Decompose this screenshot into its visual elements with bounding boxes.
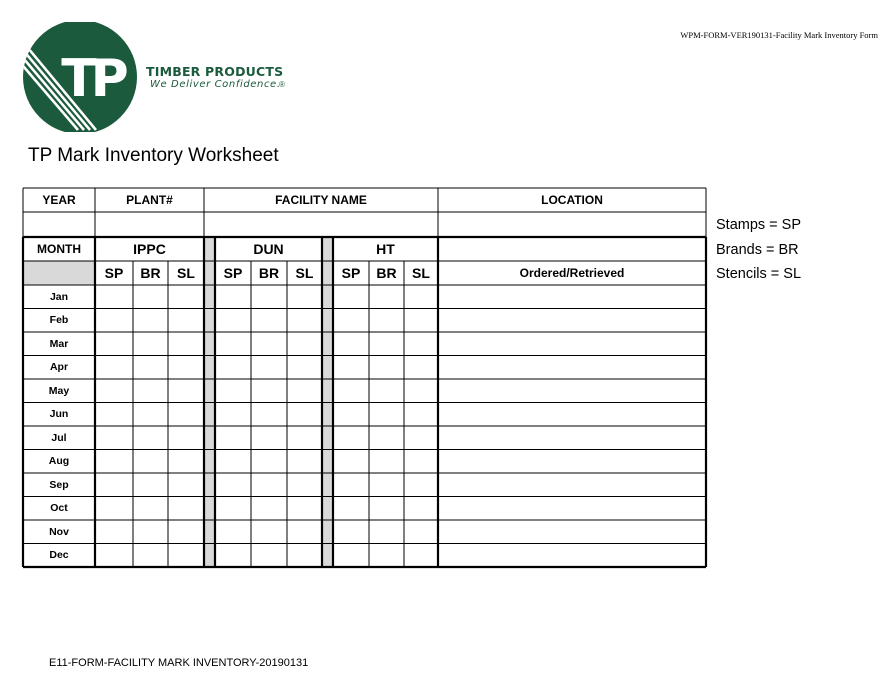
subcol-ht-br: BR: [376, 265, 397, 281]
subcol-dun-sl: SL: [295, 265, 314, 281]
legend-stencils: Stencils = SL: [716, 266, 802, 282]
subcol-ippc-br: BR: [140, 265, 161, 281]
month-sep: Sep: [49, 478, 69, 491]
subcol-ht-sl: SL: [412, 265, 430, 281]
subcol-ippc-sp: SP: [104, 265, 124, 281]
month-jun: Jun: [49, 408, 69, 421]
month-may: May: [48, 384, 70, 397]
page-title: TP Mark Inventory Worksheet: [28, 145, 279, 166]
month-apr: Apr: [49, 361, 69, 374]
month-aug: Aug: [48, 455, 70, 468]
footer-form-code: E11-FORM-FACILITY MARK INVENTORY-20190131: [49, 657, 309, 669]
legend-stamps: Stamps = SP: [716, 217, 802, 233]
subcol-dun-sp: SP: [223, 265, 243, 281]
registered-mark: ®: [279, 80, 285, 89]
subcol-ht-sp: SP: [341, 265, 361, 281]
ordered-retrieved-label: Ordered/Retrieved: [519, 266, 625, 280]
month-subheader-shading: [23, 261, 95, 285]
brand-name: TIMBER PRODUCTS: [146, 64, 284, 79]
month-nov: Nov: [49, 525, 69, 538]
group-label-ht: HT: [376, 241, 395, 257]
form-id: WPM-FORM-VER190131-Facility Mark Inventory Form: [680, 30, 878, 40]
header-location-label: LOCATION: [541, 193, 603, 207]
group-label-ippc: IPPC: [133, 241, 166, 257]
subcol-dun-br: BR: [258, 265, 280, 281]
plant-value-field: [95, 212, 204, 237]
location-value-field: [438, 212, 706, 237]
subcol-ippc-sl: SL: [177, 265, 195, 281]
year-value-field: [23, 212, 95, 237]
month-oct: Oct: [50, 502, 68, 515]
logo-letters: TP: [61, 49, 123, 109]
header-facility-name-label: FACILITY NAME: [275, 193, 367, 207]
header-year-label: YEAR: [42, 193, 76, 207]
facility-name-value-field: [204, 212, 438, 237]
month-dec: Dec: [49, 549, 69, 562]
month-jul: Jul: [51, 431, 67, 444]
month-jan: Jan: [49, 290, 69, 303]
header-plant-label: PLANT#: [126, 193, 173, 207]
month-mar: Mar: [49, 337, 69, 350]
group-label-dun: DUN: [253, 241, 284, 257]
brand-tagline: We Deliver Confidence.: [150, 79, 281, 90]
month-feb: Feb: [49, 314, 69, 327]
legend-brands: Brands = BR: [716, 242, 799, 258]
month-column-label: MONTH: [37, 242, 81, 256]
